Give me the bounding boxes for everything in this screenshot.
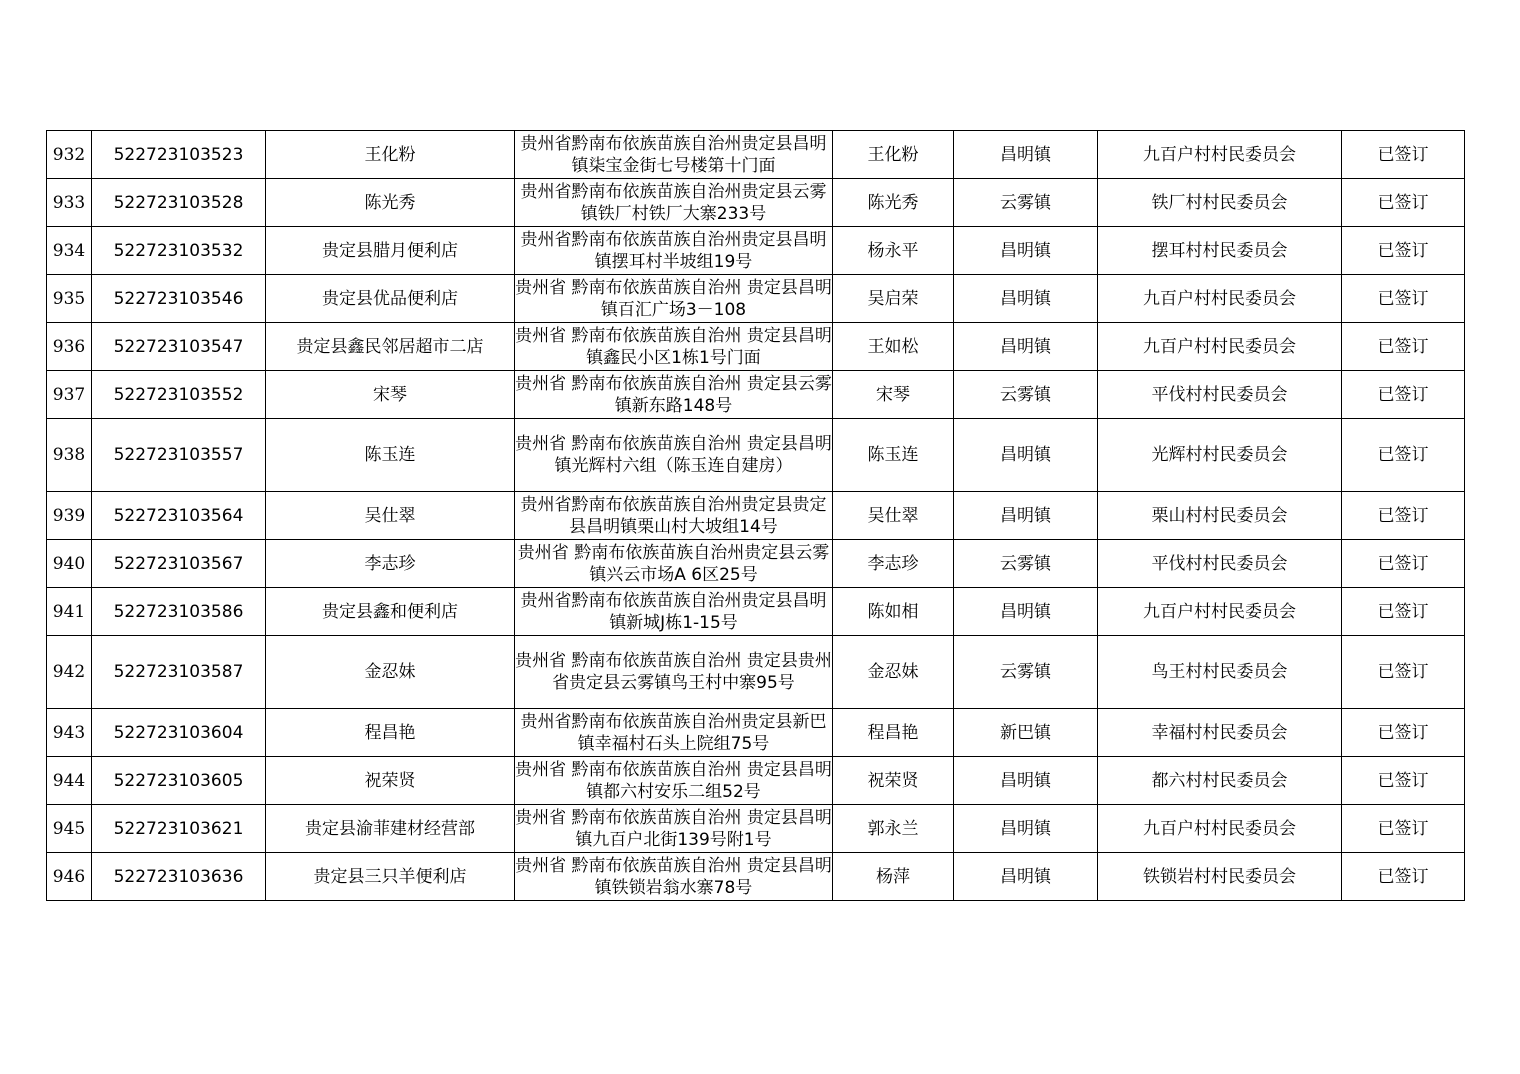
town-cell: 昌明镇 (954, 805, 1098, 853)
village-committee-cell: 都六村村民委员会 (1098, 757, 1342, 805)
owner-name-cell: 王如松 (833, 323, 954, 371)
owner-name-cell: 王化粉 (833, 131, 954, 179)
status-cell: 已签订 (1342, 709, 1465, 757)
table-row (47, 540, 1465, 588)
village-committee-cell: 摆耳村村民委员会 (1098, 227, 1342, 275)
address-cell: 贵州省 黔南布依族苗族自治州 贵定县昌明镇都六村安乐二组52号 (515, 757, 833, 805)
table-row (47, 757, 1465, 805)
address-cell: 贵州省 黔南布依族苗族自治州 贵定县贵州省贵定县云雾镇鸟王村中寨95号 (515, 636, 833, 709)
status-cell: 已签订 (1342, 275, 1465, 323)
table-row (47, 492, 1465, 540)
town-cell: 云雾镇 (954, 371, 1098, 419)
village-committee-cell: 九百户村村民委员会 (1098, 275, 1342, 323)
shop-name-cell: 贵定县三只羊便利店 (266, 853, 515, 901)
row-number-cell: 942 (47, 636, 92, 709)
row-number-cell: 941 (47, 588, 92, 636)
table-row (47, 805, 1465, 853)
town-cell: 云雾镇 (954, 636, 1098, 709)
shop-name-cell: 陈光秀 (266, 179, 515, 227)
status-cell: 已签订 (1342, 227, 1465, 275)
shop-name-cell: 金忍妹 (266, 636, 515, 709)
status-cell: 已签订 (1342, 805, 1465, 853)
shop-name-cell: 程昌艳 (266, 709, 515, 757)
town-cell: 云雾镇 (954, 179, 1098, 227)
license-code-cell: 522723103604 (92, 709, 266, 757)
shop-name-cell: 贵定县鑫和便利店 (266, 588, 515, 636)
address-cell: 贵州省黔南布依族苗族自治州贵定县昌明镇柒宝金街七号楼第十门面 (515, 131, 833, 179)
table-row (47, 323, 1465, 371)
address-cell: 贵州省 黔南布依族苗族自治州贵定县云雾镇兴云市场A 6区25号 (515, 540, 833, 588)
owner-name-cell: 程昌艳 (833, 709, 954, 757)
shop-name-cell: 王化粉 (266, 131, 515, 179)
owner-name-cell: 陈玉连 (833, 419, 954, 492)
owner-name-cell: 吴仕翠 (833, 492, 954, 540)
village-committee-cell: 幸福村村民委员会 (1098, 709, 1342, 757)
row-number-cell: 935 (47, 275, 92, 323)
village-committee-cell: 九百户村村民委员会 (1098, 131, 1342, 179)
license-code-cell: 522723103547 (92, 323, 266, 371)
row-number-cell: 933 (47, 179, 92, 227)
address-cell: 贵州省黔南布依族苗族自治州贵定县云雾镇铁厂村铁厂大寨233号 (515, 179, 833, 227)
table-row (47, 275, 1465, 323)
table-row (47, 419, 1465, 492)
license-code-cell: 522723103564 (92, 492, 266, 540)
town-cell: 昌明镇 (954, 419, 1098, 492)
row-number-cell: 939 (47, 492, 92, 540)
status-cell: 已签订 (1342, 323, 1465, 371)
shop-name-cell: 贵定县渝菲建材经营部 (266, 805, 515, 853)
owner-name-cell: 郭永兰 (833, 805, 954, 853)
address-cell: 贵州省黔南布依族苗族自治州贵定县昌明镇摆耳村半坡组19号 (515, 227, 833, 275)
table-row (47, 709, 1465, 757)
table-row (47, 636, 1465, 709)
license-code-cell: 522723103523 (92, 131, 266, 179)
owner-name-cell: 陈如相 (833, 588, 954, 636)
town-cell: 昌明镇 (954, 131, 1098, 179)
license-code-cell: 522723103528 (92, 179, 266, 227)
owner-name-cell: 祝荣贤 (833, 757, 954, 805)
village-committee-cell: 光辉村村民委员会 (1098, 419, 1342, 492)
row-number-cell: 945 (47, 805, 92, 853)
status-cell: 已签订 (1342, 371, 1465, 419)
record-table (46, 130, 1465, 901)
shop-name-cell: 李志珍 (266, 540, 515, 588)
town-cell: 云雾镇 (954, 540, 1098, 588)
village-committee-cell: 九百户村村民委员会 (1098, 805, 1342, 853)
table-row (47, 588, 1465, 636)
table-row (47, 227, 1465, 275)
shop-name-cell: 祝荣贤 (266, 757, 515, 805)
address-cell: 贵州省 黔南布依族苗族自治州 贵定县昌明镇九百户北街139号附1号 (515, 805, 833, 853)
village-committee-cell: 鸟王村村民委员会 (1098, 636, 1342, 709)
status-cell: 已签订 (1342, 636, 1465, 709)
town-cell: 昌明镇 (954, 275, 1098, 323)
village-committee-cell: 九百户村村民委员会 (1098, 588, 1342, 636)
village-committee-cell: 九百户村村民委员会 (1098, 323, 1342, 371)
shop-name-cell: 陈玉连 (266, 419, 515, 492)
row-number-cell: 934 (47, 227, 92, 275)
license-code-cell: 522723103532 (92, 227, 266, 275)
table-row (47, 179, 1465, 227)
village-committee-cell: 铁锁岩村村民委员会 (1098, 853, 1342, 901)
town-cell: 昌明镇 (954, 323, 1098, 371)
status-cell: 已签订 (1342, 757, 1465, 805)
status-cell: 已签订 (1342, 492, 1465, 540)
village-committee-cell: 铁厂村村民委员会 (1098, 179, 1342, 227)
town-cell: 昌明镇 (954, 227, 1098, 275)
table-row (47, 853, 1465, 901)
town-cell: 昌明镇 (954, 853, 1098, 901)
address-cell: 贵州省黔南布依族苗族自治州贵定县贵定县昌明镇栗山村大坡组14号 (515, 492, 833, 540)
town-cell: 昌明镇 (954, 492, 1098, 540)
town-cell: 新巴镇 (954, 709, 1098, 757)
shop-name-cell: 吴仕翠 (266, 492, 515, 540)
address-cell: 贵州省 黔南布依族苗族自治州 贵定县昌明镇鑫民小区1栋1号门面 (515, 323, 833, 371)
owner-name-cell: 杨永平 (833, 227, 954, 275)
town-cell: 昌明镇 (954, 757, 1098, 805)
status-cell: 已签订 (1342, 540, 1465, 588)
status-cell: 已签订 (1342, 419, 1465, 492)
shop-name-cell: 贵定县腊月便利店 (266, 227, 515, 275)
license-code-cell: 522723103552 (92, 371, 266, 419)
license-code-cell: 522723103567 (92, 540, 266, 588)
shop-name-cell: 贵定县优品便利店 (266, 275, 515, 323)
owner-name-cell: 宋琴 (833, 371, 954, 419)
owner-name-cell: 陈光秀 (833, 179, 954, 227)
row-number-cell: 937 (47, 371, 92, 419)
row-number-cell: 943 (47, 709, 92, 757)
shop-name-cell: 贵定县鑫民邻居超市二店 (266, 323, 515, 371)
row-number-cell: 936 (47, 323, 92, 371)
license-code-cell: 522723103586 (92, 588, 266, 636)
owner-name-cell: 吴启荣 (833, 275, 954, 323)
village-committee-cell: 平伐村村民委员会 (1098, 371, 1342, 419)
status-cell: 已签订 (1342, 131, 1465, 179)
address-cell: 贵州省 黔南布依族苗族自治州 贵定县云雾镇新东路148号 (515, 371, 833, 419)
owner-name-cell: 李志珍 (833, 540, 954, 588)
address-cell: 贵州省 黔南布依族苗族自治州 贵定县昌明镇百汇广场3－108 (515, 275, 833, 323)
row-number-cell: 940 (47, 540, 92, 588)
status-cell: 已签订 (1342, 853, 1465, 901)
license-code-cell: 522723103546 (92, 275, 266, 323)
table-row (47, 371, 1465, 419)
address-cell: 贵州省 黔南布依族苗族自治州 贵定县昌明镇光辉村六组（陈玉连自建房） (515, 419, 833, 492)
row-number-cell: 946 (47, 853, 92, 901)
license-code-cell: 522723103621 (92, 805, 266, 853)
village-committee-cell: 栗山村村民委员会 (1098, 492, 1342, 540)
town-cell: 昌明镇 (954, 588, 1098, 636)
row-number-cell: 938 (47, 419, 92, 492)
village-committee-cell: 平伐村村民委员会 (1098, 540, 1342, 588)
license-code-cell: 522723103557 (92, 419, 266, 492)
license-code-cell: 522723103636 (92, 853, 266, 901)
status-cell: 已签订 (1342, 588, 1465, 636)
owner-name-cell: 杨萍 (833, 853, 954, 901)
table-row (47, 131, 1465, 179)
address-cell: 贵州省 黔南布依族苗族自治州 贵定县昌明镇铁锁岩翁水寨78号 (515, 853, 833, 901)
owner-name-cell: 金忍妹 (833, 636, 954, 709)
status-cell: 已签订 (1342, 179, 1465, 227)
address-cell: 贵州省黔南布依族苗族自治州贵定县新巴镇幸福村石头上院组75号 (515, 709, 833, 757)
row-number-cell: 944 (47, 757, 92, 805)
shop-name-cell: 宋琴 (266, 371, 515, 419)
license-code-cell: 522723103605 (92, 757, 266, 805)
license-code-cell: 522723103587 (92, 636, 266, 709)
address-cell: 贵州省黔南布依族苗族自治州贵定县昌明镇新城J栋1-15号 (515, 588, 833, 636)
row-number-cell: 932 (47, 131, 92, 179)
